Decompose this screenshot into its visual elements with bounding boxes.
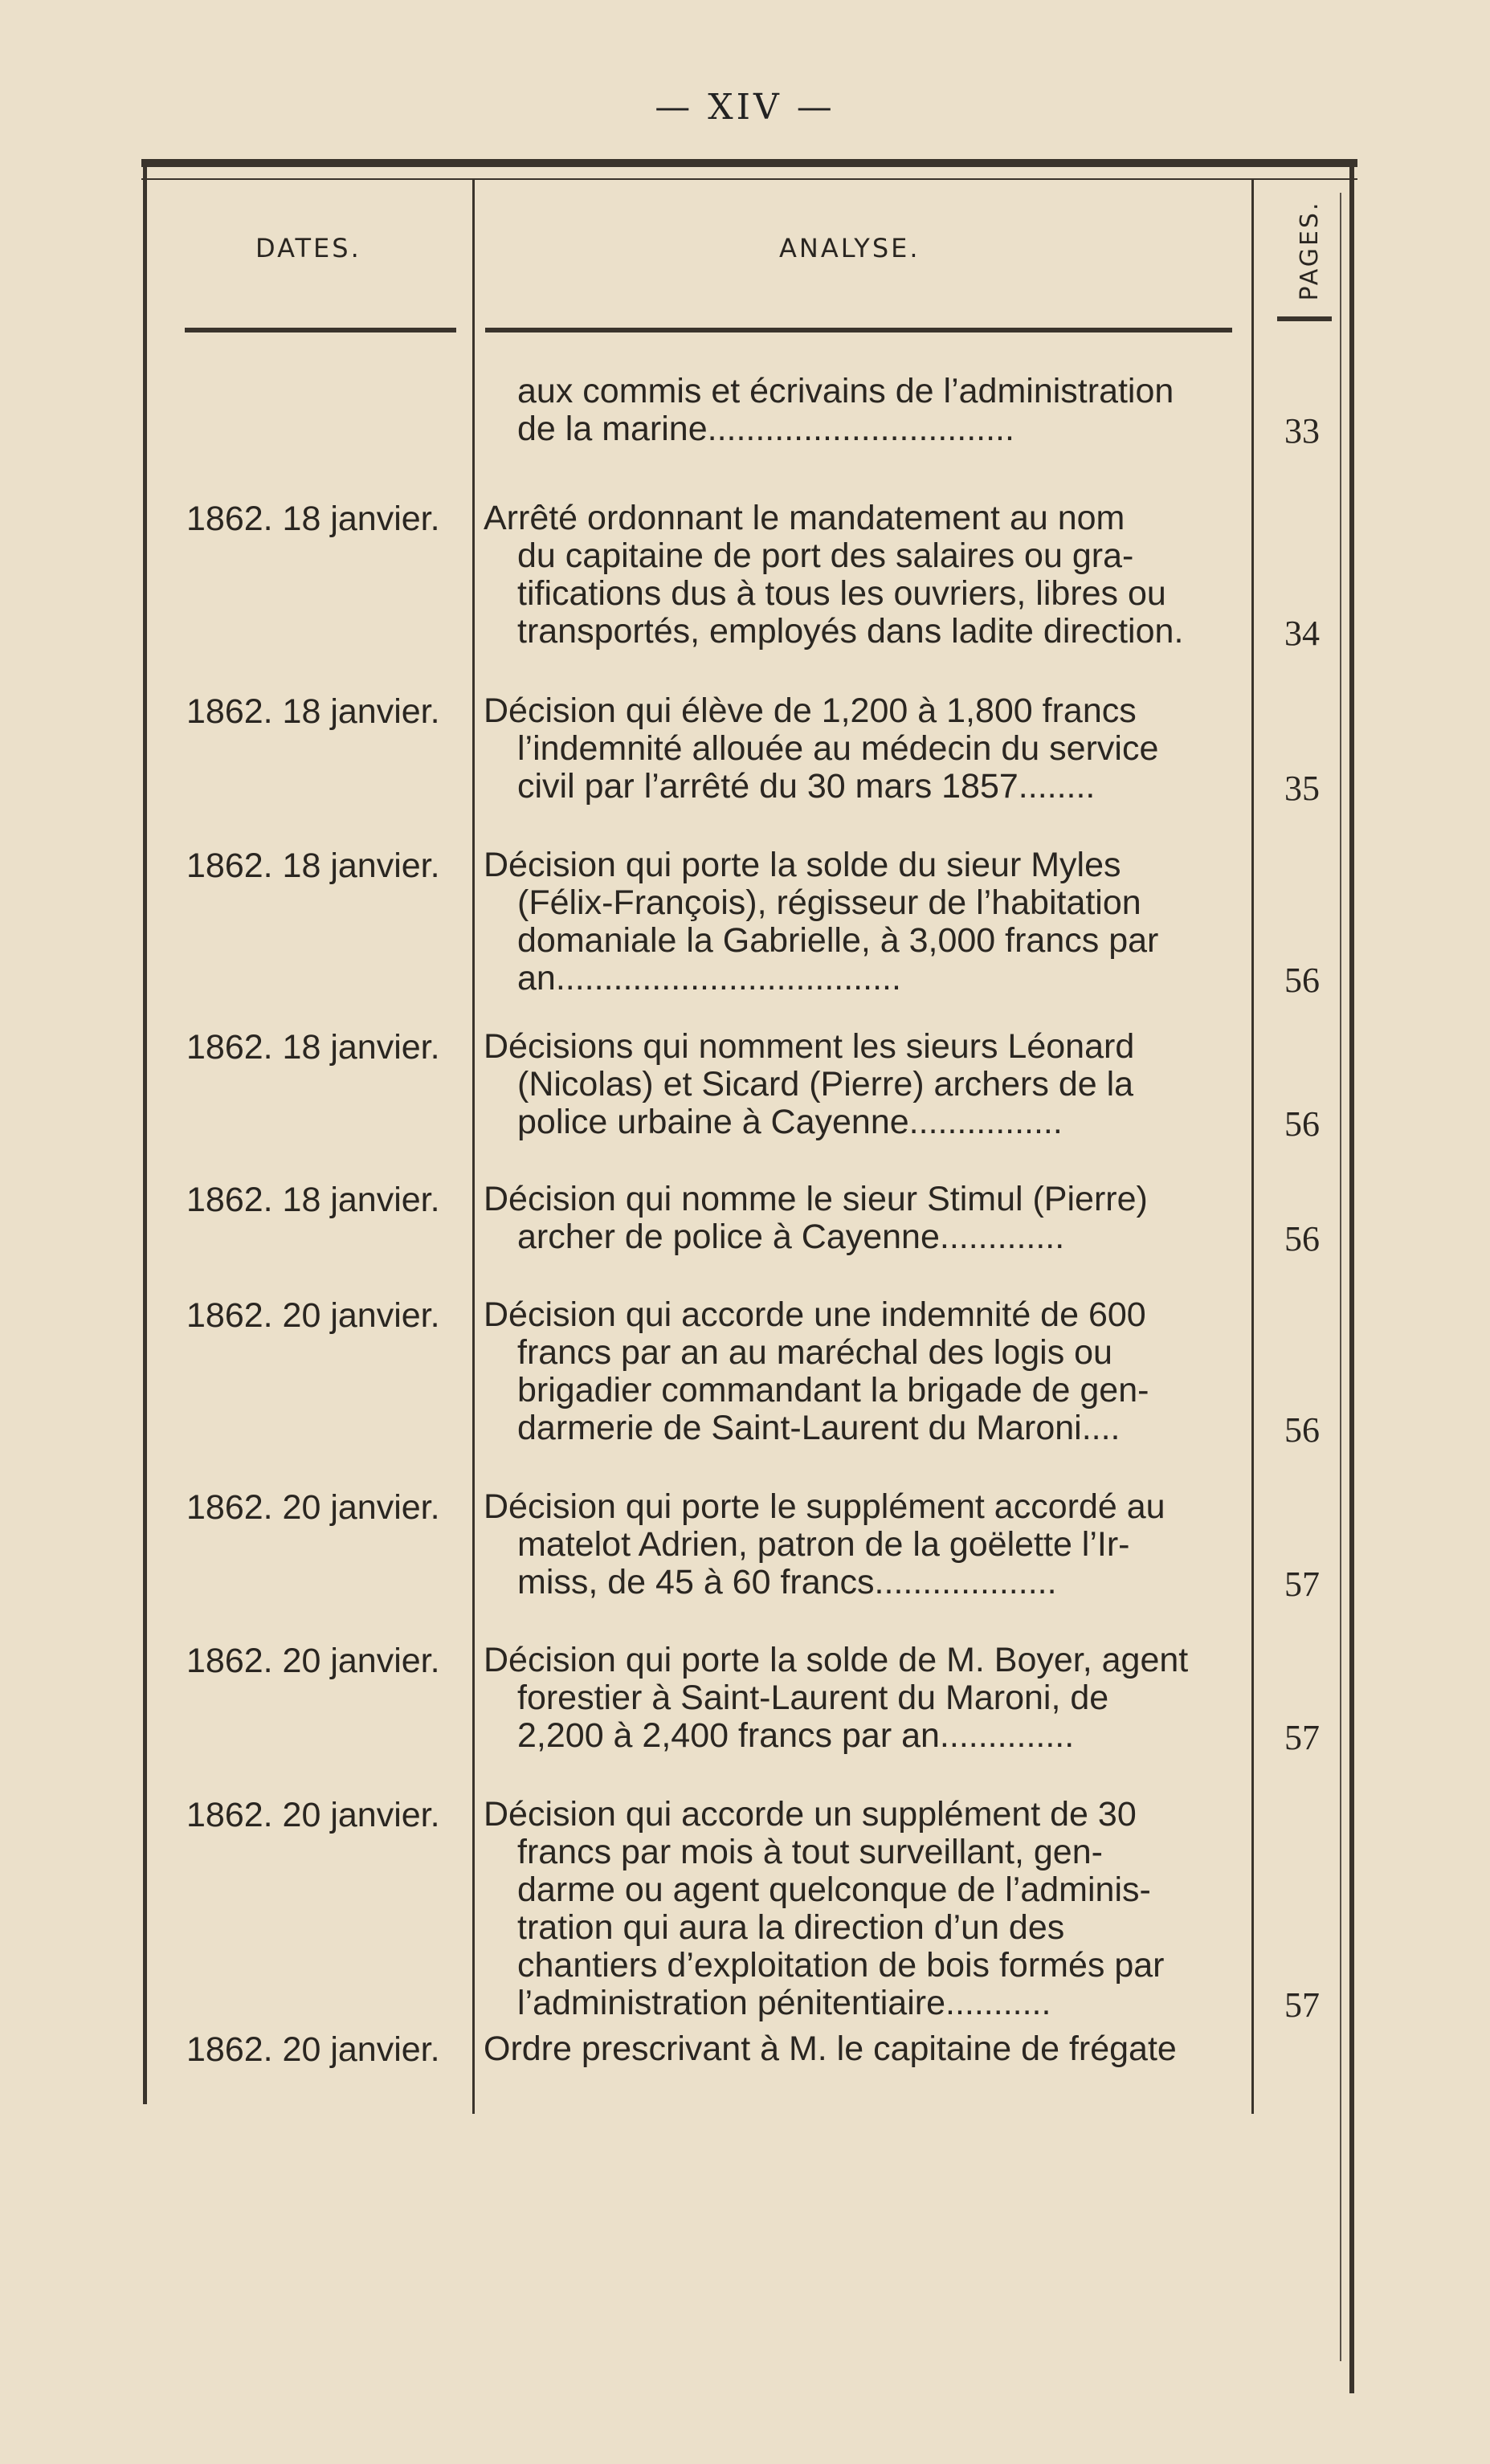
column-divider-pages	[1251, 178, 1254, 2114]
entry-analyse	[484, 1181, 1247, 1256]
analyse-line: Décision qui porte la solde de M. Boyer, agent	[484, 1642, 1189, 1679]
analyse-line: Décision qui nomme le sieur Stimul (Pierre)	[484, 1181, 1148, 1218]
analyse-line: tifications dus à tous les ouvriers, libres ou	[517, 575, 1166, 613]
entry-page-number: 33	[1284, 411, 1320, 451]
column-header-analyse: ANALYSE.	[779, 233, 921, 263]
analyse-line: (Nicolas) et Sicard (Pierre) archers de la	[517, 1066, 1134, 1103]
entry-date: 1862. 20 janvier.	[186, 1488, 440, 1527]
entry-page-number: 34	[1284, 614, 1320, 653]
analyse-line: civil par l’arrêté du 30 mars 1857........	[517, 768, 1096, 806]
entry-date: 1862. 18 janvier.	[186, 692, 440, 731]
header-rule-dates	[185, 328, 456, 332]
entry-analyse	[484, 1796, 1247, 2022]
entry-date: 1862. 20 janvier.	[186, 2030, 440, 2069]
analyse-line: Décision qui porte la solde du sieur Myles	[484, 846, 1121, 884]
entry-analyse	[484, 2030, 1247, 2068]
analyse-line: (Félix-François), régisseur de l’habitation	[517, 884, 1141, 922]
analyse-line: l’indemnité allouée au médecin du service	[517, 730, 1159, 768]
analyse-line: brigadier commandant la brigade de gen-	[517, 1372, 1149, 1409]
entry-date: 1862. 18 janvier.	[186, 500, 440, 538]
entry-page-number: 57	[1284, 1718, 1320, 1757]
entry-analyse	[484, 373, 1247, 448]
entry-analyse	[484, 1296, 1247, 1447]
analyse-line: police urbaine à Cayenne................	[517, 1103, 1063, 1141]
analyse-line: aux commis et écrivains de l’administration	[517, 373, 1174, 410]
analyse-line: domaniale la Gabrielle, à 3,000 francs par	[517, 922, 1159, 960]
analyse-line: chantiers d’exploitation de bois formés par	[517, 1947, 1165, 1985]
header-rule-pages	[1277, 316, 1332, 321]
table-right-border	[1349, 161, 1354, 2393]
entry-page-number: 56	[1284, 961, 1320, 1000]
analyse-line: tration qui aura la direction d’un des	[517, 1909, 1065, 1947]
column-header-dates: DATES.	[255, 233, 361, 263]
analyse-line: Arrêté ordonnant le mandatement au nom	[484, 500, 1125, 537]
analyse-line: l’administration pénitentiaire...........	[517, 1985, 1051, 2022]
analyse-line: 2,200 à 2,400 francs par an..............	[517, 1717, 1075, 1755]
table-top-rule-thin	[141, 178, 1357, 180]
entry-page-number: 57	[1284, 1564, 1320, 1604]
entry-page-number: 57	[1284, 1985, 1320, 2025]
analyse-line: Décision qui porte le supplément accordé au	[484, 1488, 1165, 1526]
page-header: — XIV —	[655, 87, 835, 128]
column-divider-dates	[472, 178, 475, 2114]
entry-page-number: 56	[1284, 1219, 1320, 1259]
analyse-line: francs par mois à tout surveillant, gen-	[517, 1834, 1103, 1871]
entry-date: 1862. 18 janvier.	[186, 846, 440, 885]
header-rule-analyse	[485, 328, 1232, 332]
entry-analyse	[484, 1028, 1247, 1141]
analyse-line: darmerie de Saint-Laurent du Maroni....	[517, 1409, 1121, 1447]
entry-date: 1862. 20 janvier.	[186, 1642, 440, 1680]
analyse-line: forestier à Saint-Laurent du Maroni, de	[517, 1679, 1109, 1717]
entry-analyse	[484, 1642, 1247, 1755]
analyse-line: de la marine................................	[517, 410, 1014, 448]
analyse-line: darme ou agent quelconque de l’adminis-	[517, 1871, 1151, 1909]
analyse-line: Décision qui élève de 1,200 à 1,800 francs	[484, 692, 1137, 730]
analyse-line: an....................................	[517, 960, 901, 997]
analyse-line: transportés, employés dans ladite direction.	[517, 613, 1184, 651]
entry-date: 1862. 20 janvier.	[186, 1296, 440, 1335]
entry-page-number: 56	[1284, 1410, 1320, 1450]
table-top-rule	[141, 159, 1357, 167]
analyse-line: miss, de 45 à 60 francs...................	[517, 1564, 1057, 1601]
analyse-line: du capitaine de port des salaires ou gra-	[517, 537, 1134, 575]
analyse-line: Décision qui accorde une indemnité de 600	[484, 1296, 1146, 1334]
entry-analyse	[484, 846, 1247, 997]
table-right-inner-border	[1340, 193, 1341, 2361]
analyse-line: francs par an au maréchal des logis ou	[517, 1334, 1112, 1372]
analyse-line: Décisions qui nomment les sieurs Léonard	[484, 1028, 1135, 1066]
analyse-line: Décision qui accorde un supplément de 30	[484, 1796, 1137, 1834]
entry-date: 1862. 18 janvier.	[186, 1028, 440, 1067]
entry-analyse	[484, 1488, 1247, 1601]
table-left-border	[143, 161, 147, 2104]
entry-analyse	[484, 692, 1247, 806]
analyse-line: matelot Adrien, patron de la goëlette l’Ir-	[517, 1526, 1130, 1564]
entry-page-number: 35	[1284, 769, 1320, 808]
entry-page-number: 56	[1284, 1104, 1320, 1144]
analyse-line: Ordre prescrivant à M. le capitaine de frégate	[484, 2030, 1177, 2068]
analyse-line: archer de police à Cayenne.............	[517, 1218, 1065, 1256]
entry-date: 1862. 20 janvier.	[186, 1796, 440, 1834]
entry-date: 1862. 18 janvier.	[186, 1181, 440, 1219]
entry-analyse	[484, 500, 1247, 651]
column-header-pages: PAGES.	[1295, 200, 1324, 301]
